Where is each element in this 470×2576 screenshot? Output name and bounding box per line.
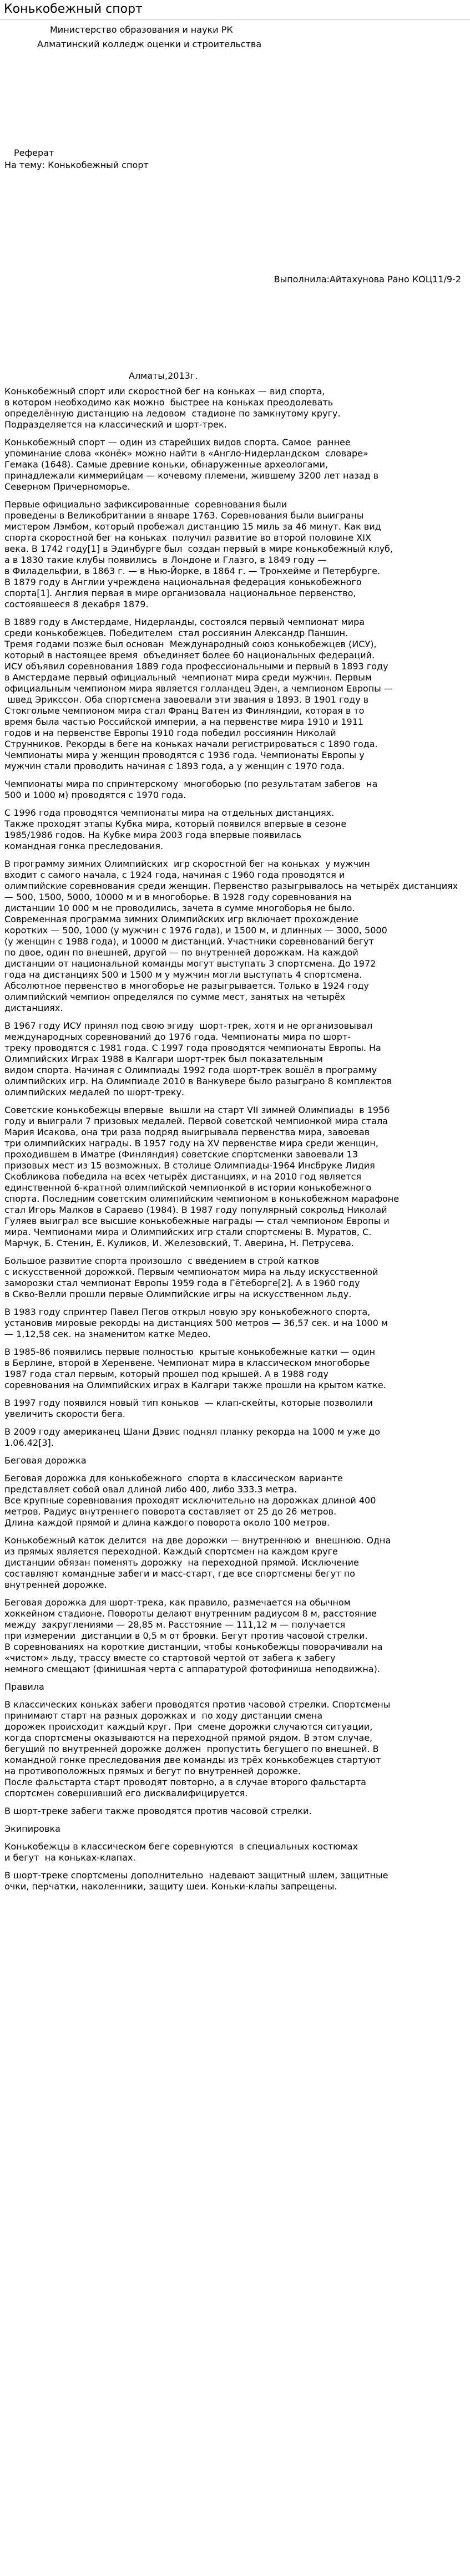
- paragraph-line: После фальстарта старт проводят повторно, а в случае второго фальстарта: [4, 1777, 366, 1787]
- paragraph-line: Тремя годами позже был основан Международный союз конькобежцев (ИСУ),: [4, 639, 377, 649]
- paragraph-line: очки, перчатки, наколенники, защиту шеи. Коньки-клапы запрещены.: [4, 1881, 337, 1892]
- paragraph-line: Гемакa (1648). Самые древние коньки, обнаруженные археологами,: [4, 459, 329, 470]
- paragraph-line: и бегут на коньках-клапах.: [4, 1852, 136, 1863]
- paragraph-line: 1.06.42[3].: [4, 1437, 54, 1448]
- paragraph-line: заморозки стал чемпионат Европы 1959 года в Гётеборге[2]. А в 1960 году: [4, 1278, 360, 1288]
- college-line: Алматинский колледж оценки и строительства: [37, 39, 262, 49]
- paragraph-line: 500 и 1000 м) проводятся с 1970 года.: [4, 790, 186, 800]
- paragraph-line: в Берлине, второй в Херенвене. Чемпионат мира в классическом многоборье: [4, 1358, 370, 1368]
- paragraph-line: между закруглениями — 28,85 м. Расстояние — 111,12 м — получается: [4, 1619, 346, 1630]
- paragraph-line: установив мировые рекорды на дистанциях 500 метров — 36,57 сек. и на 1000 м: [4, 1318, 388, 1328]
- paragraph-line: входит с самого начала, с 1924 года, начиная с 1960 года проводятся и: [4, 870, 345, 880]
- paragraph-line: году и выиграли 7 призовых медалей. Первой советской чемпионкой мира стала: [4, 1116, 388, 1126]
- paragraph-line: Беговая дорожка для шорт-трека, как правило, размечается на обычном: [4, 1597, 351, 1608]
- paragraph-line: треку проводятся с 1981 года. С 1997 года проводятся чемпионаты Европы. На: [4, 1043, 381, 1053]
- paragraph-line: Экипировка: [4, 1823, 60, 1834]
- paragraph-line: олимпийский чемпион определялся по сумме мест, занятых на четырёх: [4, 992, 346, 1002]
- paragraph-line: дистанции 10 000 м не проводились, зачета в сумме многоборья не было.: [4, 903, 355, 913]
- section-heading: [4, 1681, 466, 1693]
- paragraph-line: века. В 1742 году[1] в Эдинбурге был создан первый в мире конькобежный клуб,: [4, 543, 393, 554]
- paragraph-line: спорта. Последним советским олимпийским чемпионом в конькобежном марафоне: [4, 1193, 400, 1204]
- paragraph: [4, 437, 466, 492]
- paragraph-line: Конькобежцы в классическом беге соревнуются в специальных костюмах: [4, 1841, 358, 1852]
- paragraph-line: швед Эрикссон. Оба спортсмена завоевали эти звания в 1893. В 1901 году в: [4, 694, 369, 705]
- place-year: Алматы,2013г.: [129, 370, 198, 381]
- paragraph-line: С 1996 года проводятся чемпионаты мира на отдельных дистанциях.: [4, 807, 335, 818]
- paragraph-line: хоккейном стадионе. Повороты делают внутренним радиусом 8 м, расстояние: [4, 1608, 377, 1619]
- paragraph-line: Конькобежный спорт — один из старейших видов спорта. Самое раннее: [4, 437, 351, 448]
- paragraph-line: Все крупные соревнования проходят исключительно на дорожках длиной 400: [4, 1495, 376, 1506]
- paragraph: [4, 1841, 466, 1863]
- paragraph-line: В классических коньках забеги проводятся против часовой стрелки. Спортсмены: [4, 1699, 391, 1710]
- paragraph: [4, 1870, 466, 1892]
- paragraph: [4, 779, 466, 801]
- paragraph-line: олимпийских медалей по шорт-треку.: [4, 1087, 185, 1098]
- paragraph-line: ИСУ объявил соревнования 1889 года профессиональными и первый в 1893 году: [4, 661, 388, 672]
- paragraph-line: метров. Радиус внутреннего поворота составляет от 25 до 26 метров.: [4, 1506, 337, 1517]
- paragraph: [4, 1473, 466, 1528]
- paragraph-line: годов и на первенстве Европы 1910 года победил россиянин Николай: [4, 728, 336, 738]
- paragraph-line: в Филадельфии, в 1863 г. — в Нью-Йорке, в 1864 г. — Тронхейме и Петербурге.: [4, 566, 381, 576]
- paragraph-line: В программу зимних Олимпийских игр скоростной бег на коньках у мужчин: [4, 858, 370, 869]
- paragraph-line: проходившем в Иматре (Финляндия) советские спортсменки завоевали 13: [4, 1149, 358, 1160]
- paragraph-line: Чемпионаты мира у женщин проводятся с 1936 года. Чемпионаты Европы у: [4, 750, 365, 760]
- paragraph-line: увеличить скорости бега.: [4, 1409, 125, 1419]
- paragraph-line: Советские конькобежцы впервые вышли на старт VII зимней Олимпиады в 1956: [4, 1105, 390, 1115]
- paragraph-line: спортсмен совершивший его дисквалифицируется.: [4, 1788, 248, 1798]
- paragraph-line: единственной 6-кратной олимпийской чемпионкой в истории конькобежного: [4, 1182, 372, 1193]
- paragraph-line: В 1997 году появился новый тип коньков — клап-скейты, которые позволили: [4, 1398, 373, 1408]
- paragraph-line: официальным чемпионом мира является голландец Эден, а чемпионом Европы —: [4, 683, 393, 694]
- paragraph: [4, 1426, 466, 1449]
- paragraph: [4, 858, 466, 1014]
- paragraph-line: Олимпийских Играх 1988 в Калгари шорт-трек был показательным: [4, 1054, 323, 1064]
- paragraph-line: с искусственной дорожкой. Первым чемпионатом мира на льду искусственной: [4, 1267, 378, 1277]
- paragraph-line: Чемпионаты мира по спринтерскому многоборью (по результатам забегов на: [4, 779, 378, 789]
- paragraph-line: когда спортсмены оказываются на переходной прямой рядом. В этом случае,: [4, 1732, 373, 1743]
- paragraph-line: Мария Исакова, она три раза подряд выигрывала первенства мира, завоевав: [4, 1127, 370, 1137]
- paragraph-line: а в 1830 такие клубы появились в Лондоне и Глазго, в 1849 году —: [4, 555, 327, 565]
- paragraph-line: Северном Причерноморье.: [4, 481, 130, 492]
- paragraph-line: в Амстердаме первый официальный чемпионат мира среди мужчин. Первым: [4, 672, 372, 683]
- paragraph-line: мужчин стали проводить начиная с 1893 года, а у женщин с 1970 года.: [4, 761, 345, 771]
- paragraph-line: В шорт-треке спортсмены дополнительно надевают защитный шлем, защитные: [4, 1870, 388, 1881]
- page-title: Конькобежный спорт: [0, 0, 470, 20]
- ministry-line: Министерство образования и науки РК: [50, 24, 233, 35]
- document-body: [0, 20, 470, 1892]
- paragraph-line: состоявшееся 8 декабря 1879.: [4, 599, 149, 609]
- paragraph-line: В 1983 году спринтер Павел Пегов открыл новую эру конькобежного спорта,: [4, 1307, 371, 1317]
- paragraph-line: Беговая дорожка для конькобежного спорта в классическом варианте: [4, 1473, 343, 1483]
- paragraph-line: Скобликова победила на всех четырёх дистанциях, и на 2010 год является: [4, 1171, 362, 1182]
- essay-paragraphs: [4, 386, 466, 1892]
- paragraph: [4, 1347, 466, 1391]
- paragraph-line: составляют командные забеги и масс-старт, где все спортсмены бегут по: [4, 1568, 355, 1579]
- paragraph-line: В 1985-86 появились первые полностью крытые конькобежные катки — один: [4, 1347, 376, 1357]
- paragraph: [4, 1256, 466, 1300]
- section-heading: [4, 1823, 466, 1835]
- paragraph-line: внутренней дорожке.: [4, 1579, 107, 1590]
- paragraph: [4, 499, 466, 610]
- paragraph-line: В 2009 году американец Шани Дэвис поднял планку рекорда на 1000 м уже до: [4, 1426, 380, 1437]
- paragraph-line: среди конькобежцев. Победителем стал россиянин Александр Паншин.: [4, 628, 348, 638]
- paragraph-line: упоминание слова «конёк» можно найти в «Англо-Нидерландском словаре»: [4, 448, 368, 459]
- paragraph-line: представляет собой овал длиной либо 400, либо 333.3 метра.: [4, 1484, 297, 1495]
- paragraph: [4, 1105, 466, 1249]
- paragraph: [4, 1020, 466, 1098]
- paragraph-line: Современная программа зимних Олимпийских игр включает прохождение: [4, 914, 358, 924]
- paragraph-line: спорта[1]. Англия первая в мире организовала национальное первенство,: [4, 588, 356, 598]
- paragraph-line: Марчук, Б. Стенин, Е. Куликов, И. Железовский, Т. Аверина, Н. Петрусева.: [4, 1238, 354, 1248]
- paragraph-line: видом спорта. Начиная с Олимпиады 1992 года шорт-трек вошёл в программу: [4, 1065, 377, 1075]
- paragraph-line: в Скво-Велли прошли первые Олимпийские игры на искусственном льду.: [4, 1289, 352, 1299]
- paragraph-line: олимпийские соревнования среди женщин. Первенство разыгрывалось на четырёх дистанциях: [4, 881, 458, 891]
- paragraph: [4, 386, 466, 430]
- paragraph-line: соревнования на Олимпийских играх в Калгари также прошли на крытом катке.: [4, 1380, 386, 1390]
- paragraph-line: в котором необходимо как можно быстрее на коньках преодолевать: [4, 397, 333, 408]
- paragraph-line: командной гонке преследования две команды из трёх конькобежцев стартуют: [4, 1755, 381, 1765]
- paragraph-line: Большое развитие спорта произошло с введением в строй катков: [4, 1256, 320, 1266]
- paragraph-line: три олимпийских награды. В 1957 году на XV первенстве мира среди женщин,: [4, 1138, 378, 1149]
- essay-topic: На тему: Конькобежный спорт: [4, 160, 149, 170]
- paragraph-line: Конькобежный спорт или скоростной бег на коньках — вид спорта,: [4, 386, 325, 397]
- paragraph-line: (у женщин с 1988 года), и 10000 м дистанций. Участники соревнований бегут: [4, 936, 374, 947]
- paragraph-line: мистером Лэмбом, который пробежал дистанцию 15 миль за 46 минут. Как вид: [4, 521, 381, 532]
- paragraph-line: спорта скоростной бег на коньках получил развитие во второй половине XIX: [4, 532, 371, 543]
- paragraph-line: проведены в Великобритании в январе 1763. Соревнования были выиграны: [4, 510, 364, 521]
- paragraph: [4, 1398, 466, 1420]
- paragraph-line: Правила: [4, 1681, 44, 1692]
- paragraph-line: дистанции обязан поменять дорожку на переходной прямой. Исключение: [4, 1557, 359, 1568]
- paragraph-line: 1987 года стал первым, который прошел под крышей. А в 1988 году: [4, 1369, 329, 1379]
- paragraph-line: — 1,12,58 сек. на знаменитом катке Медео.: [4, 1329, 211, 1339]
- paragraph-line: В 1879 году в Англии учреждена национальная федерация конькобежного: [4, 577, 362, 587]
- paragraph-line: из прямых является переходной. Каждый спортсмен на каждом круге: [4, 1546, 338, 1557]
- paragraph: [4, 1597, 466, 1675]
- paragraph-line: «чистом» льду, трассу вместе со стартовой чертой от забега к забегу: [4, 1653, 336, 1663]
- paragraph: [4, 617, 466, 772]
- paragraph-line: Струнников. Рекорды в беге на коньках начали регистрироваться с 1890 года.: [4, 739, 378, 749]
- paragraph-line: года на дистанциях 500 и 1500 м у мужчин могли выступать 4 спортсмена.: [4, 969, 362, 980]
- paragraph-line: немного смещают (финишная черта с аппаратурой фотофиниша неподвижна).: [4, 1664, 380, 1674]
- paragraph-line: В 1889 году в Амстердаме, Нидерланды, состоялся первый чемпионат мира: [4, 617, 365, 627]
- paragraph-line: международных соревнований до 1976 года. Чемпионаты мира по шорт-: [4, 1032, 351, 1042]
- paragraph-line: дистанции от национальной команды могут выступать 3 спортсмена. До 1972: [4, 958, 376, 969]
- paragraph-line: принадлежали киммерийцам — кочевому племени, жившему 3200 лет назад в: [4, 470, 379, 481]
- paragraph-line: принимают старт на разных дорожках и по ходу дистанции смена: [4, 1710, 323, 1721]
- paragraph-line: время была частью Российской империи, а на первенстве мира 1910 и 1911: [4, 717, 364, 727]
- paragraph: [4, 1806, 466, 1817]
- paragraph-line: дорожек происходит каждый круг. При смене дорожки случаются ситуации,: [4, 1721, 373, 1732]
- essay-label: Реферат: [14, 148, 54, 158]
- paragraph-line: дистанциях.: [4, 1003, 63, 1013]
- paragraph-line: Также проходят этапы Кубка мира, который появился впервые в сезоне: [4, 819, 347, 829]
- paragraph-line: стал Игорь Малков в Сараево (1984). В 1987 году популярный сокрольд Николай: [4, 1205, 387, 1215]
- paragraph-line: призовых мест из 15 возможных. В столице Олимпиады-1964 Инсбруке Лидия: [4, 1160, 375, 1171]
- paragraph-line: определённую дистанцию на ледовом стадионе по замкнутому кругу.: [4, 408, 341, 419]
- section-heading: [4, 1455, 466, 1466]
- paragraph-line: олимпийских игр. На Олимпиаде 2010 в Ванкувере было разыграно 8 комплектов: [4, 1076, 392, 1086]
- paragraph-line: Абсолютное первенство в многоборье не разыгрывается. Только в 1924 году: [4, 980, 369, 991]
- paragraph-line: В шорт-треке забеги также проводятся против часовой стрелки.: [4, 1806, 312, 1816]
- paragraph-line: командная гонка преследования.: [4, 841, 164, 851]
- paragraph-line: Гуляев выиграл все высшие конькобежные награды — стал чемпионом Европы и: [4, 1216, 390, 1226]
- paragraph: [4, 1699, 466, 1799]
- paragraph-line: который в настоящее время объединяет более 60 национальных федераций.: [4, 650, 375, 660]
- paragraph-line: Длина каждой прямой и длина каждого поворота около 100 метров.: [4, 1517, 330, 1528]
- paragraph-line: мира. Чемпионами мира и Олимпийских игр стали спортсмены В. Муратов, С.: [4, 1227, 372, 1237]
- paragraph-line: Подразделяется на классический и шорт-трек.: [4, 419, 227, 430]
- paragraph-line: 1985/1986 годов. На Кубке мира 2003 года впервые появилась: [4, 830, 302, 840]
- paragraph-line: на противоположных прямых и бегут по внутренней дорожке.: [4, 1766, 301, 1776]
- author-line: Выполнила:Айтахунова Рано КОЦ11/9-2: [274, 274, 461, 284]
- paragraph-line: бегущий по внутренней дорожке должен пропустить бегущего по внешней. В: [4, 1744, 379, 1754]
- paragraph-line: коротких — 500, 1000 (у мужчин с 1976 года), и 1500 м, и длинных — 3000, 5000: [4, 925, 387, 936]
- paragraph-line: по двое, один по внешней, другой — по внутренней дорожкам. На каждой: [4, 947, 358, 958]
- paragraph: [4, 1535, 466, 1591]
- paragraph-line: Беговая дорожка: [4, 1455, 87, 1466]
- paragraph-line: Конькобежный каток делится на две дорожки — внутреннюю и внешнюю. Одна: [4, 1535, 391, 1546]
- paragraph-line: В 1967 году ИСУ принял под свою эгиду шорт-трек, хотя и не организовывал: [4, 1020, 373, 1031]
- paragraph-line: — 500, 1500, 5000, 10000 м и в многоборье. В 1928 году соревнования на: [4, 892, 352, 902]
- paragraph: [4, 807, 466, 852]
- paragraph: [4, 1307, 466, 1340]
- paragraph-line: Стокгольме чемпионом мира стал Франц Ватен из Финляндии, которая в то: [4, 705, 365, 716]
- paragraph-line: В соревнованиях на короткие дистанции, чтобы конькобежцы поворачивали на: [4, 1642, 383, 1652]
- paragraph-line: Первые официально зафиксированные соревнования были: [4, 499, 287, 510]
- paragraph-line: при измерении дистанции в 0,5 м от бровки. Бегут против часовой стрелки.: [4, 1630, 368, 1641]
